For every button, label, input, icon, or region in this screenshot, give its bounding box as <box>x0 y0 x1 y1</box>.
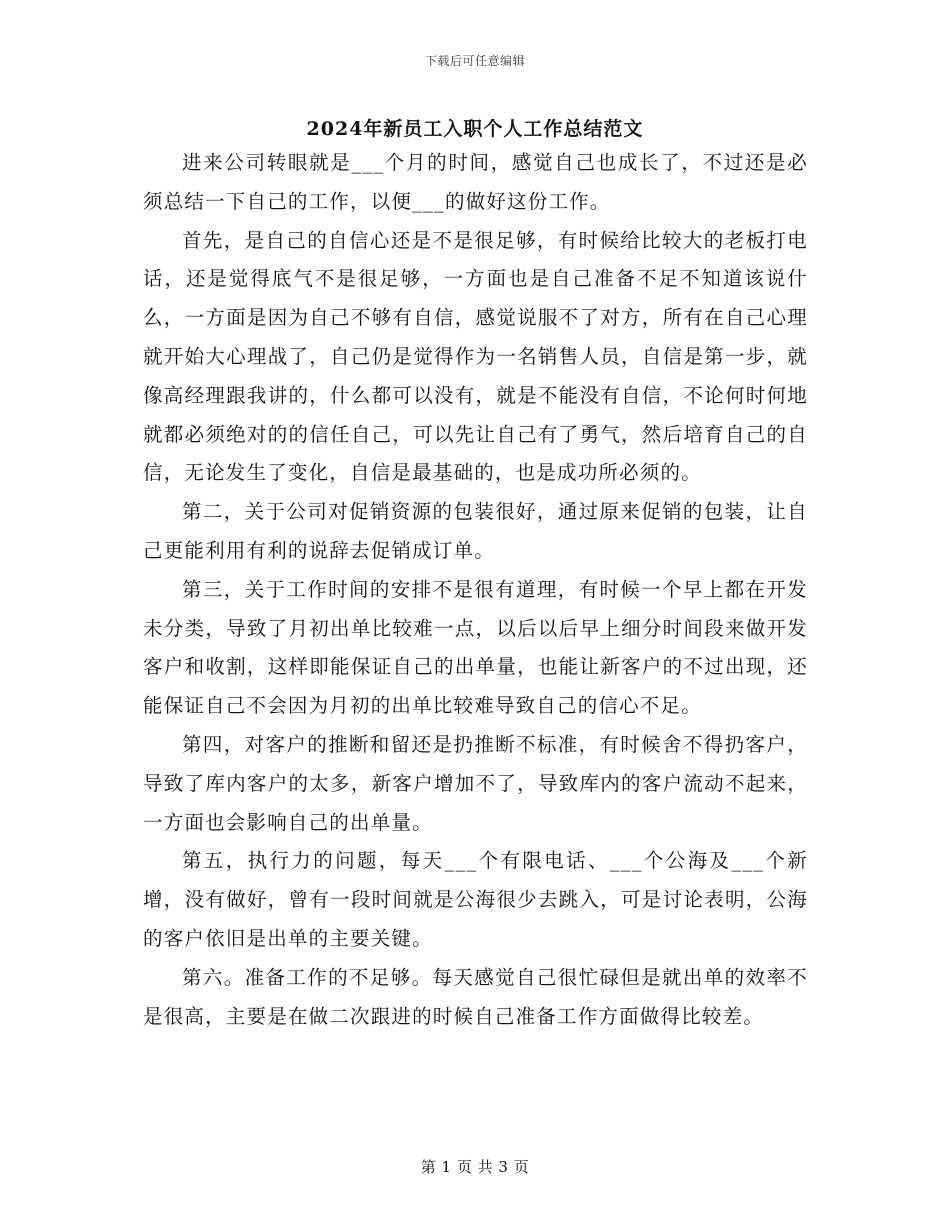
paragraph-third: 第三，关于工作时间的安排不是很有道理，有时候一个早上都在开发未分类，导致了月初出单比较难一点，以后以后早上细分时间段来做开发客户和收割，这样即能保证自己的出单量，也能让新客户的不过出现，还能保证自己不会因为月初的出单比较难导致自己的信心不足。 <box>143 577 808 718</box>
paragraph-first: 首先，是自己的自信心还是不是很足够，有时候给比较大的老板打电话，还是觉得底气不是很足够，一方面也是自己准备不足不知道该说什么，一方面是因为自己不够有自信，感觉说服不了对方，所有在自己心理就开始大心理战了，自己仍是觉得作为一名销售人员，自信是第一步，就像高经理跟我讲的，什么都可以没有，就是不能没有自信，不论何时何地就都必须绝对的的信任自己，可以先让自己有了勇气，然后培育自己的自信，无论发生了变化，自信是最基础的，也是成功所必须的。 <box>143 228 808 485</box>
paragraph-second: 第二，关于公司对促销资源的包装很好，通过原来促销的包装，让自己更能利用有利的说辞去促销成订单。 <box>143 500 808 562</box>
paragraph-intro: 进来公司转眼就是___个月的时间，感觉自己也成长了，不过还是必须总结一下自己的工作，以便___的做好这份工作。 <box>143 151 808 213</box>
header-note: 下载后可任意编辑 <box>424 54 525 68</box>
paragraph-fifth: 第五，执行力的问题，每天___个有限电话、___个公海及___个新增，没有做好，曾有一段时间就是公海很少去跳入，可是讨论表明，公海的客户依旧是出单的主要关键。 <box>143 849 808 950</box>
paragraph-fourth: 第四，对客户的推断和留还是扔推断不标准，有时候舍不得扔客户，导致了库内客户的太多，新客户增加不了，导致库内的客户流动不起来，一方面也会影响自己的出单量。 <box>143 732 808 834</box>
page-number: 第 1 页 共 3 页 <box>420 1158 530 1176</box>
document-title: 2024年新员工入职个人工作总结范文 <box>306 118 644 140</box>
paragraph-sixth: 第六。准备工作的不足够。每天感觉自己很忙碌但是就出单的效率不是很高，主要是在做二次跟进的时候自己准备工作方面做得比较差。 <box>143 965 808 1028</box>
document-body <box>143 144 808 1036</box>
